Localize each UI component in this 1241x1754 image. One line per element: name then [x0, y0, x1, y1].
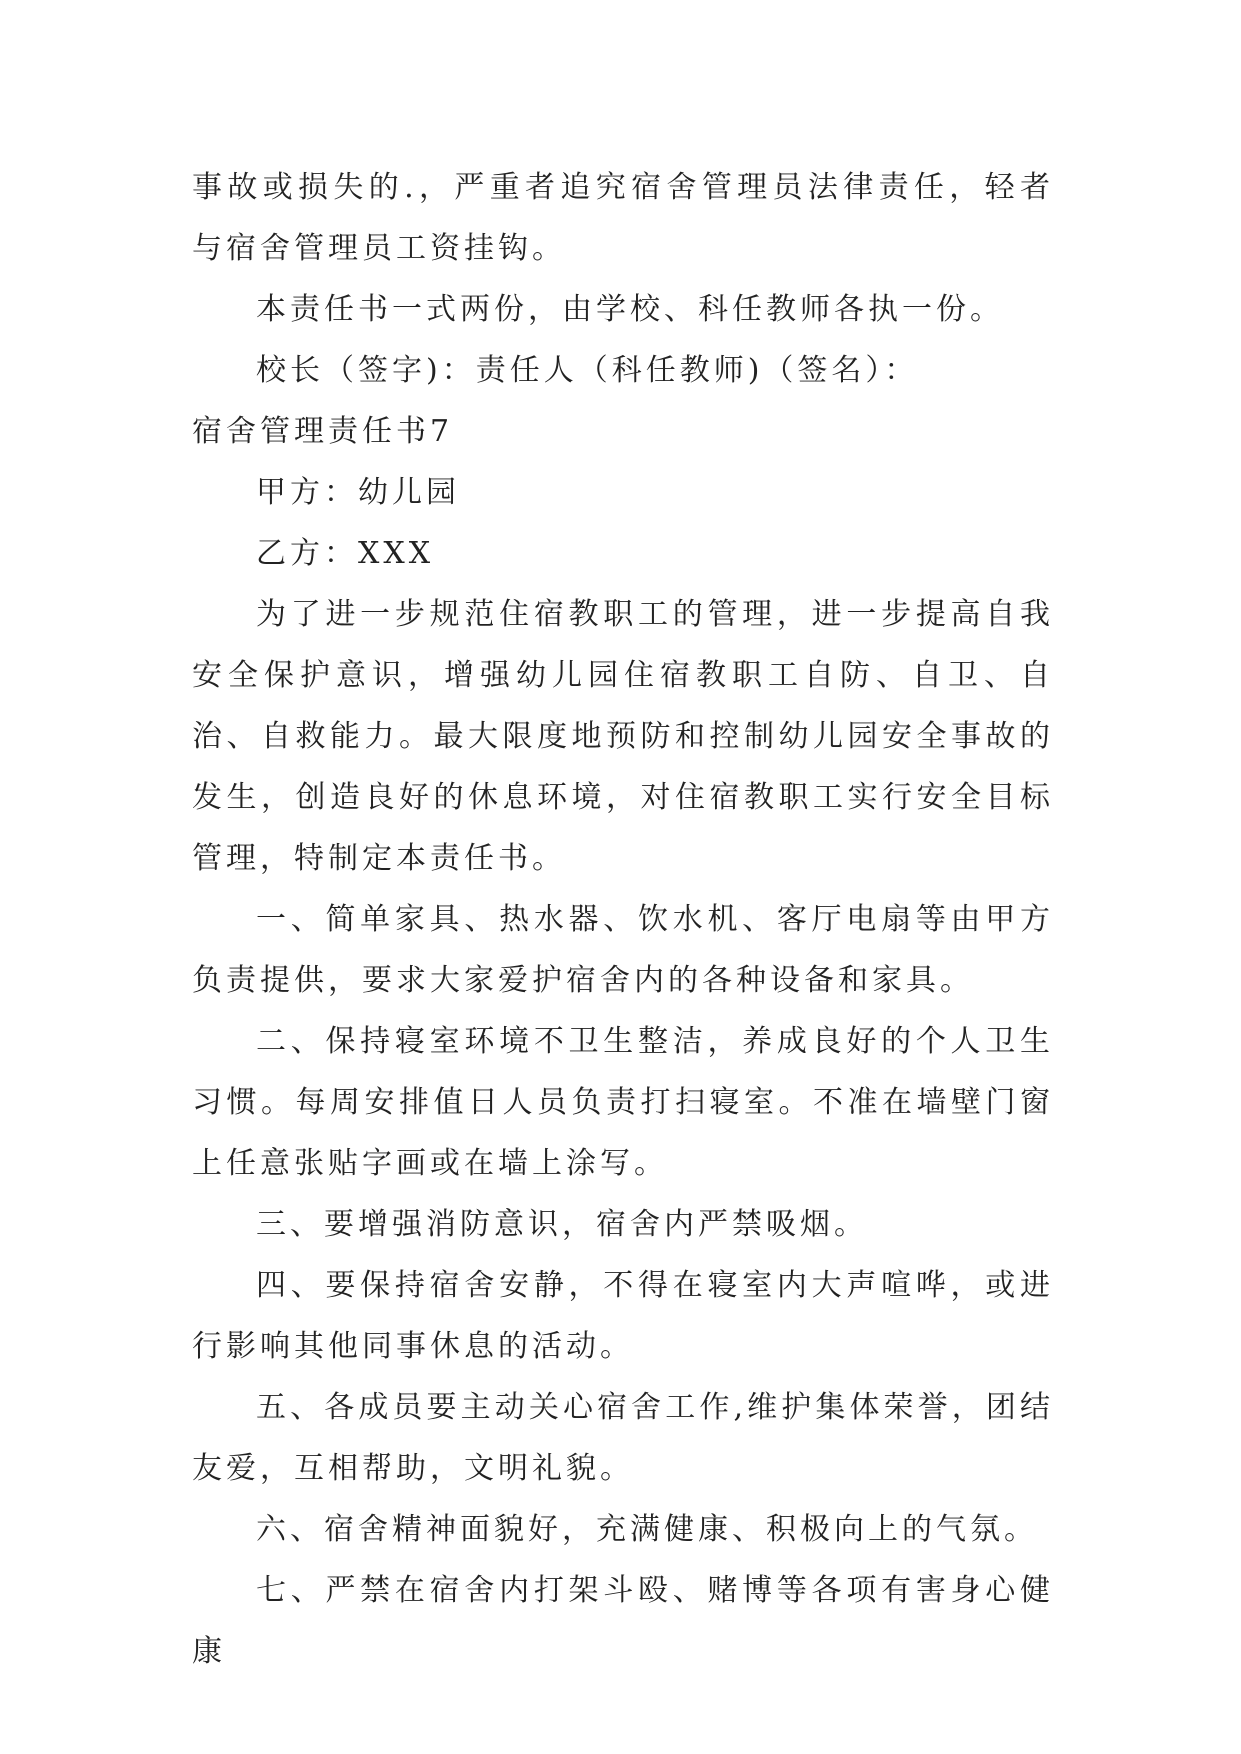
paragraph-copies-note: 本责任书一式两份，由学校、科任教师各执一份。 [256, 292, 1004, 327]
party-a-line: 甲方：幼儿园 [256, 475, 460, 510]
clause-5: 五、各成员要主动关心宿舍工作,维护集体荣誉，团结友爱，互相帮助，文明礼貌。 [192, 1390, 1054, 1486]
paragraph-accident-liability: 事故或损失的.，严重者追究宿舍管理员法律责任，轻者与宿舍管理员工资挂钩。 [192, 170, 1054, 266]
clause-1: 一、简单家具、热水器、饮水机、客厅电扇等由甲方负责提供，要求大家爱护宿舍内的各种设备和家具。 [192, 902, 1054, 998]
clause-6: 六、宿舍精神面貌好，充满健康、积极向上的气氛。 [256, 1512, 1038, 1547]
paragraph-signature-line: 校长（签字)：责任人（科任教师)（签名）： [256, 353, 919, 388]
paragraph-purpose: 为了进一步规范住宿教职工的管理，进一步提高自我安全保护意识，增强幼儿园住宿教职工自防、自卫、自治、自救能力。最大限度地预防和控制幼儿园安全事故的发生，创造良好的休息环境，对住宿教职工实行安全目标管理，特制定本责任书。 [192, 597, 1054, 876]
section-heading: 宿舍管理责任书7 [192, 414, 454, 449]
party-b-line: 乙方：XXX [256, 536, 435, 571]
clause-7: 七、严禁在宿舍内打架斗殴、赌博等各项有害身心健康 [192, 1573, 1054, 1669]
clause-3: 三、要增强消防意识，宿舍内严禁吸烟。 [256, 1207, 868, 1242]
clause-4: 四、要保持宿舍安静，不得在寝室内大声喧哗，或进行影响其他同事休息的活动。 [192, 1268, 1054, 1364]
clause-2: 二、保持寝室环境不卫生整洁，养成良好的个人卫生习惯。每周安排值日人员负责打扫寝室。不准在墙壁门窗上任意张贴字画或在墙上涂写。 [192, 1024, 1054, 1181]
document-body [192, 157, 1054, 1682]
